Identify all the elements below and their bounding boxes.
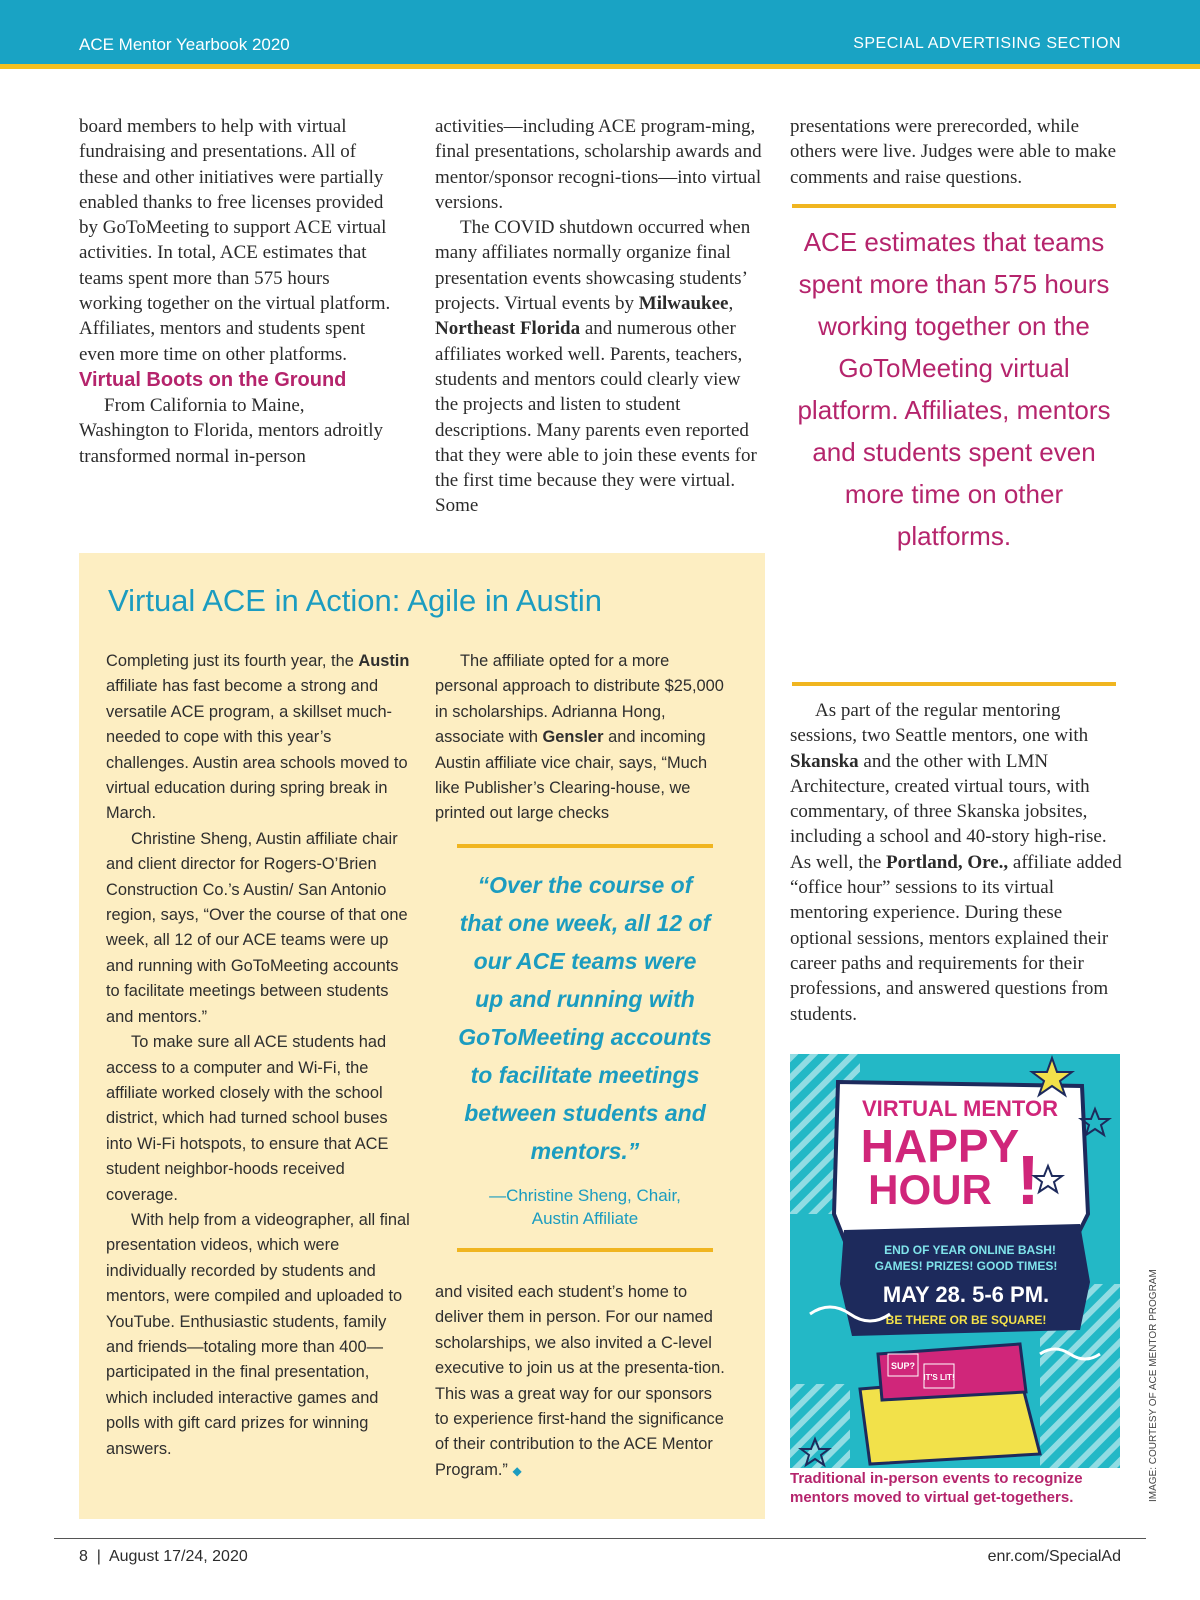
page-folio: 8 | August 17/24, 2020 bbox=[79, 1548, 248, 1565]
chat-bubble-2: IT'S LIT! bbox=[923, 1373, 955, 1382]
paragraph: From California to Maine, Washington to Florida, mentors adroitly transformed normal in-person bbox=[79, 394, 384, 467]
paragraph: Christine Sheng, Austin affiliate chair and client director for Rogers-O’Brien Construction Co.’s Austin/ San Antonio region, says, “Over the course of that one week, all 12 of our ACE teams were up and running with GoToMeeting accounts to facilitate meetings between students and mentors.” bbox=[106, 829, 408, 1026]
paragraph: activities—including ACE program-ming, final presentations, scholarship awards and mentor/sponsor recogni-tions—into virtual versions. bbox=[435, 116, 762, 213]
paragraph: Completing just its fourth year, the Austin affiliate has fast become a strong and versatile ACE program, a skillset much-needed to cope with this year’s challenges. Austin area schools moved to virtual education during spring break in March. bbox=[106, 652, 410, 823]
flyer-tagline: BE THERE OR BE SQUARE! bbox=[885, 1313, 1047, 1327]
affiliate-name: Milwaukee bbox=[638, 293, 729, 315]
paragraph: To make sure all ACE students had access to a computer and Wi-Fi, the affiliate worked closely with the school district, which had turned school buses into Wi-Fi hotspots, to ensure that ACE student neighbor-hoods received coverage. bbox=[106, 1033, 389, 1204]
paragraph: As part of the regular mentoring sessions, two Seattle mentors, one with Skanska and the other with LMN Architecture, created virtual tours, with commentary, of three Skanska jobsites, including a school and 40-story high-rise. As well, the Portland, Ore., affiliate added “office hour” sessions to its virtual mentoring experience. During these optional sessions, mentors explained their career paths and requirements for their professions, and answered questions from students. bbox=[790, 700, 1122, 1025]
divider bbox=[457, 1248, 713, 1252]
paragraph: With help from a videographer, all final presentation videos, which were individually recorded by students and mentors, were compiled and uploaded to YouTube. Enthusiastic students, family and friends—totaling more than 400—participated in the final presentation, which included interactive games and polls with gift card prizes for winning answers. bbox=[106, 1210, 410, 1458]
paragraph: and visited each student’s home to deliver them in person. For our named scholarships, we also invited a C-level executive to join us at the presenta-tion. This was a great way for our sponsors to experience first-hand the significance of their contribution to the ACE Mentor Program.” ◆ bbox=[435, 1283, 725, 1479]
affiliate-name: Northeast Florida bbox=[435, 318, 581, 340]
flyer-line-2: HAPPY bbox=[860, 1120, 1020, 1172]
company-name: Gensler bbox=[542, 728, 604, 747]
company-name: Skanska bbox=[790, 750, 859, 772]
flyer-sub-2: GAMES! PRIZES! GOOD TIMES! bbox=[874, 1259, 1058, 1273]
paragraph: board members to help with virtual fundraising and presentations. All of these and other initiatives were partially enabled thanks to free licenses provided by GoToMeeting to support ACE virtual activities. In total, ACE estimates that teams spent more than 575 hours working together on the virtual platform. Affiliates, mentors and students spent even more time on other platforms. bbox=[79, 116, 391, 365]
flyer-line-3: HOUR bbox=[868, 1166, 992, 1213]
sidebar-title: Virtual ACE in Action: Agile in Austin bbox=[108, 583, 603, 618]
article-column-1 bbox=[79, 114, 397, 469]
paragraph: The affiliate opted for a more personal approach to distribute $25,000 in scholarships. Adrianna Hong, associate with Gensler and incoming Austin affiliate vice chair, says, “Much like Publisher’s Clearing-house, we printed out large checks bbox=[435, 652, 724, 823]
publication-title: ACE Mentor Yearbook 2020 bbox=[79, 35, 290, 54]
subheading: Virtual Boots on the Ground bbox=[79, 368, 347, 391]
sidebar-box bbox=[79, 553, 765, 1519]
article-column-3-continued bbox=[790, 698, 1122, 1027]
footer-url: enr.com/SpecialAd bbox=[987, 1548, 1121, 1565]
divider bbox=[457, 844, 713, 848]
image-credit: IMAGE: COURTESY OF ACE MENTOR PROGRAM bbox=[1148, 1269, 1159, 1502]
pull-quote bbox=[792, 204, 1116, 686]
happy-hour-flyer-image bbox=[790, 1054, 1120, 1468]
section-label: SPECIAL ADVERTISING SECTION bbox=[853, 35, 1121, 52]
image-caption: Traditional in-person events to recognize mentors moved to virtual get-togethers. bbox=[790, 1470, 1083, 1506]
sidebar-column-left bbox=[106, 649, 411, 1462]
flyer-sub-1: END OF YEAR ONLINE BASH! bbox=[884, 1243, 1056, 1257]
footer-divider bbox=[54, 1538, 1146, 1539]
paragraph: The COVID shutdown occurred when many affiliates normally organize final presentation events showcasing students’ projects. Virtual events by Milwaukee, Northeast Florida and numerous other affiliates worked well. Parents, teachers, students and mentors could clearly view the projects and listen to student descriptions. Many parents even reported that they were able to join these events for the first time because they were virtual. Some bbox=[435, 217, 757, 517]
affiliate-name: Austin bbox=[358, 652, 410, 670]
pull-quote-text: ACE estimates that teams spent more than 575 hours working together on the GoToMeeting virtual platform. Affiliates, mentors and students spent even more time on other platforms. bbox=[797, 227, 1111, 551]
article-column-2 bbox=[435, 114, 763, 519]
divider bbox=[792, 204, 1116, 208]
flyer-date: MAY 28. 5-6 PM. bbox=[882, 1282, 1050, 1307]
divider bbox=[792, 682, 1116, 686]
paragraph: presentations were prerecorded, while others were live. Judges were able to make comments and raise questions. bbox=[790, 116, 1117, 188]
article-column-3 bbox=[790, 114, 1122, 190]
header-stripe bbox=[0, 64, 1200, 69]
quote-attribution: —Christine Sheng, Chair, Austin Affiliate bbox=[489, 1186, 681, 1228]
end-mark-icon: ◆ bbox=[512, 1463, 522, 1478]
quote-text: “Over the course of that one week, all 12 of our ACE teams were up and running with GoToMeeting accounts to facilitate meetings between students and mentors.” bbox=[458, 872, 712, 1164]
flyer-line-1: VIRTUAL MENTOR bbox=[862, 1096, 1058, 1121]
sidebar-column-right-top bbox=[435, 649, 730, 827]
sidebar-quote bbox=[457, 844, 713, 1252]
flyer-exclamation: ! bbox=[1016, 1141, 1040, 1219]
flyer-illustration bbox=[790, 1054, 1120, 1468]
sidebar-column-right-bottom bbox=[435, 1280, 730, 1484]
chat-bubble-1: SUP? bbox=[890, 1361, 916, 1371]
affiliate-name: Portland, Ore., bbox=[886, 851, 1009, 873]
